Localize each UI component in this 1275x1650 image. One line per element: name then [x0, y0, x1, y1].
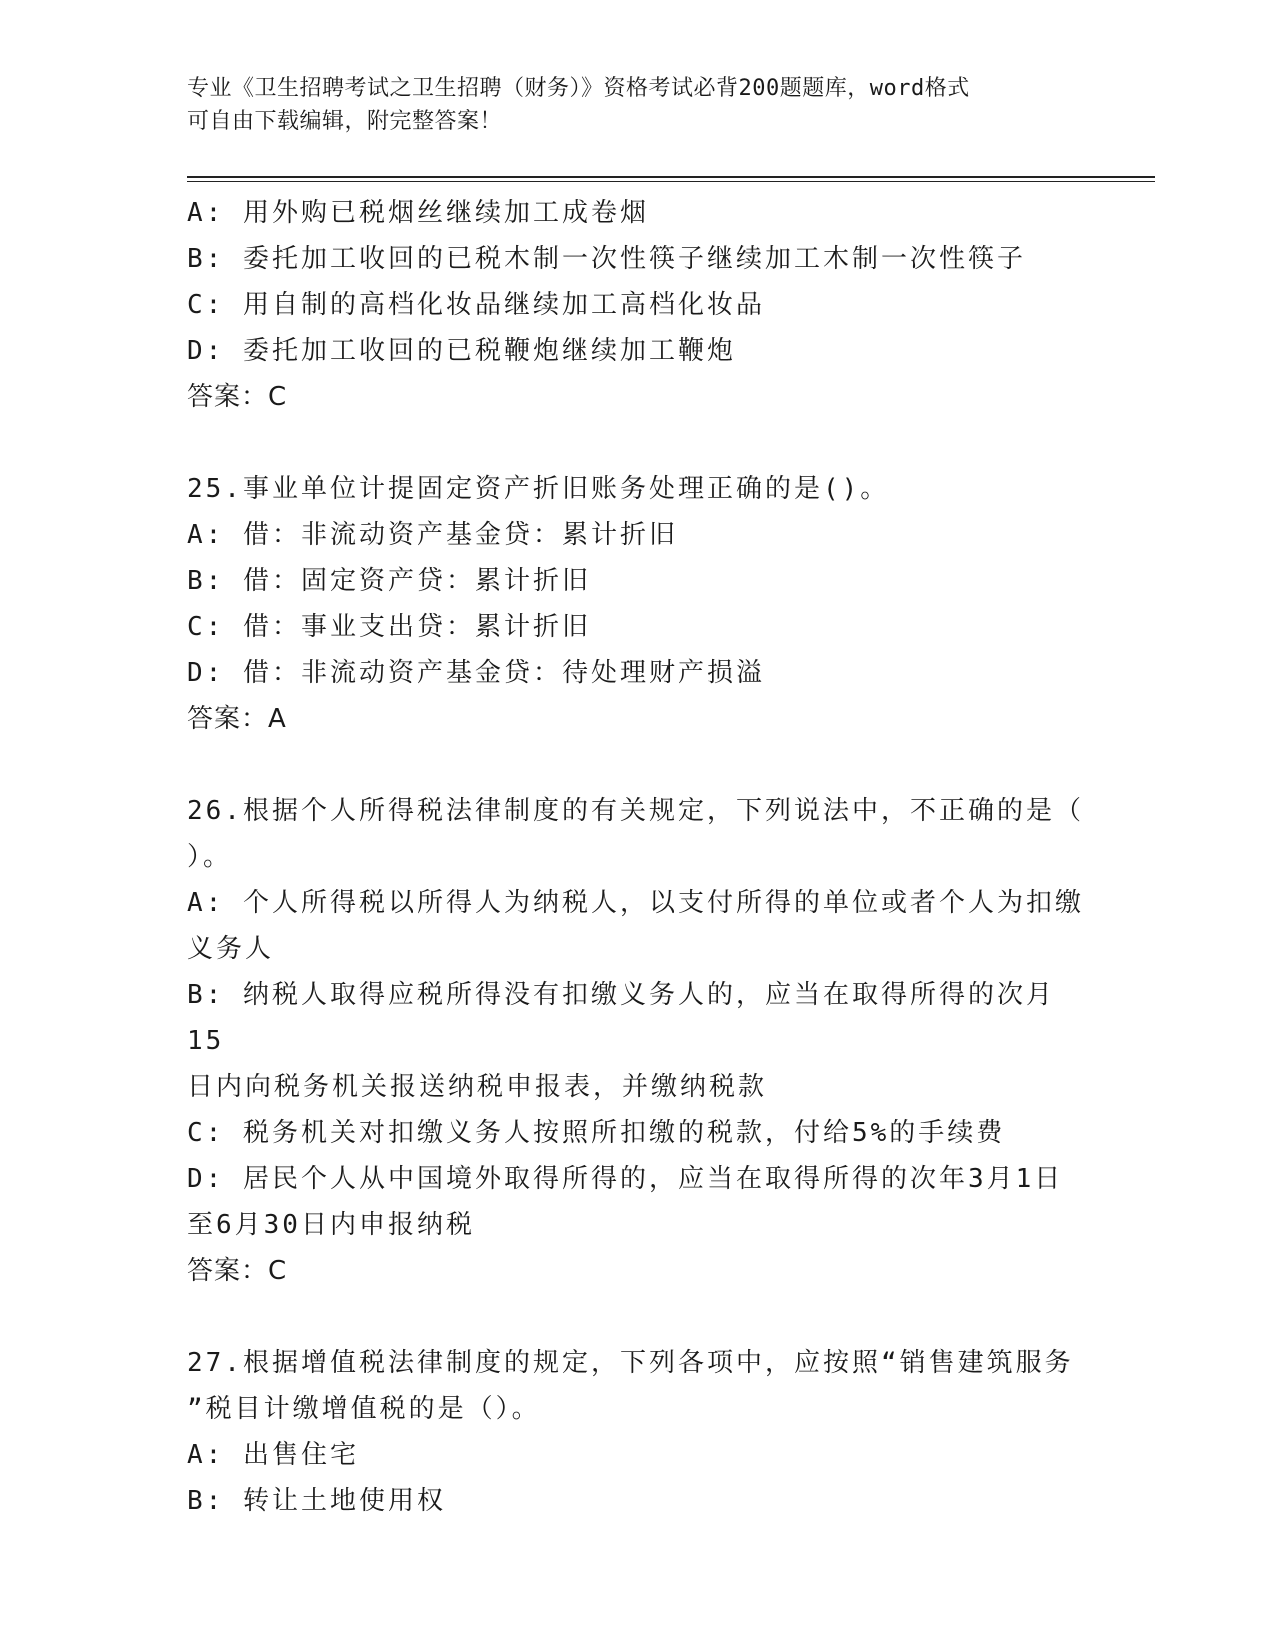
option-d: D: 借：非流动资产基金贷：待处理财产损溢 — [187, 658, 765, 688]
question-stem: 25.事业单位计提固定资产折旧账务处理正确的是()。 — [187, 474, 890, 504]
question-stem-line-2: ）。 — [187, 842, 233, 872]
option-b: B: 委托加工收回的已税木制一次性筷子继续加工木制一次性筷子 — [187, 244, 1026, 274]
question-25 — [187, 466, 1087, 742]
spacer — [187, 1294, 1087, 1340]
document-header — [187, 72, 1087, 138]
header-line-2: 可自由下载编辑，附完整答案！ — [187, 109, 503, 134]
answer: 答案：A — [187, 704, 287, 734]
option-a: A: 出售住宅 — [187, 1440, 359, 1470]
question-stem-line-1: 27.根据增值税法律制度的规定，下列各项中，应按照“销售建筑服务 — [187, 1348, 1074, 1378]
spacer — [187, 742, 1087, 788]
option-d-line-2: 至6月30日内申报纳税 — [187, 1210, 475, 1240]
question-list — [187, 190, 1087, 1524]
option-b: B: 转让土地使用权 — [187, 1486, 446, 1516]
answer: 答案：C — [187, 1256, 288, 1286]
option-c: C: 借：事业支出贷：累计折旧 — [187, 612, 591, 642]
option-b-line-2: 日内向税务机关报送纳税申报表，并缴纳税款 — [187, 1072, 768, 1102]
answer: 答案：C — [187, 382, 288, 412]
option-c: C: 用自制的高档化妆品继续加工高档化妆品 — [187, 290, 765, 320]
question-24 — [187, 190, 1087, 420]
header-divider-thick — [187, 176, 1155, 178]
question-stem-line-1: 26.根据个人所得税法律制度的有关规定，下列说法中，不正确的是（ — [187, 796, 1084, 826]
question-27 — [187, 1340, 1087, 1524]
option-a-line-2: 义务人 — [187, 934, 275, 964]
option-d: D: 委托加工收回的已税鞭炮继续加工鞭炮 — [187, 336, 736, 366]
option-a-line-1: A: 个人所得税以所得人为纳税人，以支付所得的单位或者个人为扣缴 — [187, 888, 1084, 918]
question-stem-line-2: ”税目计缴增值税的是（）。 — [187, 1394, 541, 1424]
option-d-line-1: D: 居民个人从中国境外取得所得的，应当在取得所得的次年3月1日 — [187, 1164, 1064, 1194]
question-26 — [187, 788, 1087, 1294]
option-b: B: 借：固定资产贷：累计折旧 — [187, 566, 591, 596]
header-divider-thin — [187, 181, 1155, 182]
header-line-1: 专业《卫生招聘考试之卫生招聘（财务）》资格考试必背200题题库，word格式 — [187, 76, 970, 101]
option-a: A: 借：非流动资产基金贷：累计折旧 — [187, 520, 678, 550]
option-b-line-1: B: 纳税人取得应税所得没有扣缴义务人的，应当在取得所得的次月15 — [187, 980, 1055, 1056]
option-c: C: 税务机关对扣缴义务人按照所扣缴的税款，付给5%的手续费 — [187, 1118, 1006, 1148]
option-a: A: 用外购已税烟丝继续加工成卷烟 — [187, 198, 649, 228]
spacer — [187, 420, 1087, 466]
